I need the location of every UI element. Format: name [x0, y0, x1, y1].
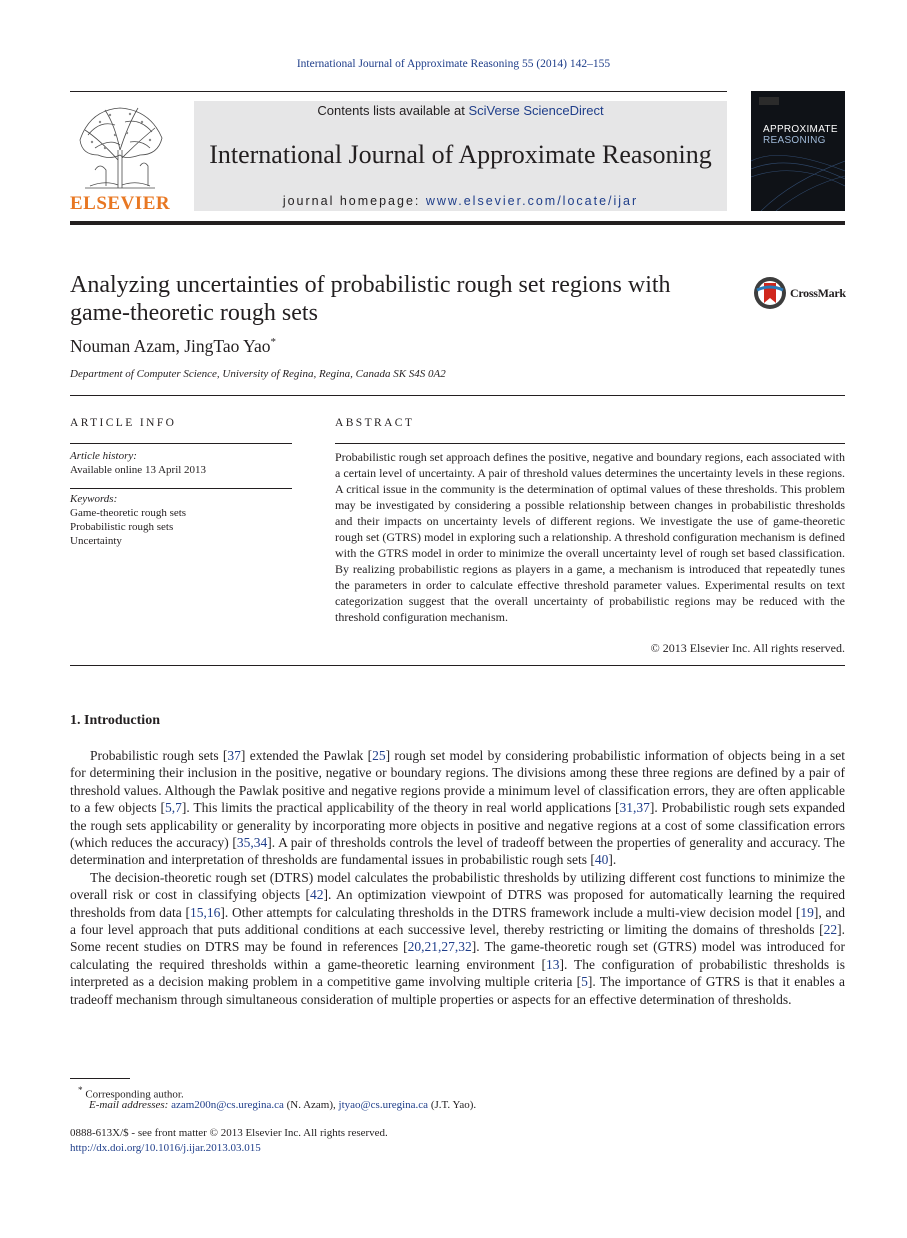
citation-link[interactable]: 20,21,27,32: [407, 939, 472, 955]
crossmark-icon[interactable]: [753, 276, 787, 310]
keyword-item: Uncertainty: [70, 535, 122, 547]
text-run: ]. Some recent studies on DTRS may be found in references [: [70, 922, 845, 955]
citation-link[interactable]: 25: [372, 748, 386, 763]
elsevier-wordmark: ELSEVIER: [70, 193, 171, 214]
text-run: ]. The configuration of probabilistic thresholds is interpreted as a decision making problem in a competitive game involving multiple criteria [: [70, 956, 846, 990]
intro-paragraph-1: [70, 747, 845, 869]
corresponding-text: Corresponding author.: [85, 1088, 184, 1101]
text-run: ], and a four level approach that puts additional conditions at each successive level, thereby restricting or limiting the domains of thresholds [: [70, 904, 845, 938]
paper-title-line2: game-theoretic rough sets: [70, 300, 318, 326]
intro-paragraph-2: [70, 869, 845, 1008]
text-run: ]. The game-theoretic rough set (GTRS) model was introduced for calculating the required thresholds within a game-theoretic learning environment [: [70, 939, 845, 972]
cover-title-line2: REASONING: [763, 135, 826, 146]
email-name-yao: (J.T. Yao).: [428, 1099, 477, 1111]
keywords-rule: [70, 488, 292, 489]
citation-link[interactable]: 35,34: [236, 835, 268, 851]
abstract-heading: ABSTRACT: [335, 417, 415, 429]
journal-citation[interactable]: International Journal of Approximate Reasoning 55 (2014) 142–155: [296, 58, 611, 70]
history-value: Available online 13 April 2013: [70, 464, 207, 476]
citation-link[interactable]: 5,7: [165, 800, 182, 816]
paper-title: [70, 271, 730, 327]
doi-link[interactable]: [70, 1142, 261, 1154]
contents-prefix: Contents lists available at: [317, 103, 469, 118]
sciencedirect-link[interactable]: SciVerse ScienceDirect: [468, 103, 604, 118]
citation-link[interactable]: 22: [823, 922, 838, 938]
text-run: ]. Probabilistic rough sets expanded the rough sets applicability or generality by incorporating more objects in positive and negative regions at a cost of some classification errors (which reduces the accuracy) [: [70, 800, 846, 851]
abstract-copyright: © 2013 Elsevier Inc. All rights reserved.: [650, 641, 845, 655]
email-label: E-mail addresses:: [89, 1099, 172, 1111]
text-run: Probabilistic rough sets [: [90, 748, 228, 763]
keyword-item: Probabilistic rough sets: [70, 521, 174, 533]
article-info-rule: [70, 443, 292, 444]
keyword-item: Game-theoretic rough sets: [70, 507, 187, 519]
text-run: ]. A pair of thresholds controls the level of tradeoff between the properties of generality and accuracy. The determination and interpretation of thresholds are fundamental issues in probabilistic rough sets [: [70, 835, 846, 868]
affiliation: Department of Computer Science, University of Regina, Regina, Canada SK S4S 0A2: [70, 368, 446, 380]
authors-names: Nouman Azam, JingTao Yao: [70, 336, 271, 356]
text-run: ] rough set model by considering probabilistic information of objects being in a set for determining their inclusion in the positive, negative or boundary regions. The divisions among these three regions are defined by a pair of threshold values. Although the Pawlak positive and negative regions provide a minimum level of classification errors, they are often applicable to a few objects [: [70, 748, 846, 816]
abstract-bottom-rule: [70, 665, 845, 666]
author-list: [70, 336, 276, 357]
contents-line: [194, 103, 727, 118]
issn-line: 0888-613X/$ - see front matter © 2013 Elsevier Inc. All rights reserved.: [70, 1127, 388, 1139]
journal-cover-thumbnail[interactable]: [751, 91, 845, 211]
citation-link[interactable]: 5: [581, 974, 588, 990]
text-run: ]. Other attempts for calculating thresholds in the DTRS framework include a multi-view decision model [: [220, 904, 801, 920]
text-run: ]. This limits the practical applicability of the theory in real world applications [: [181, 800, 620, 816]
header-top-rule: [70, 91, 727, 92]
homepage-link[interactable]: www.elsevier.com/locate/ijar: [425, 194, 639, 208]
doi-link-text[interactable]: http://dx.doi.org/10.1016/j.ijar.2013.03.015: [70, 1142, 261, 1154]
email-name-azam: (N. Azam),: [283, 1099, 339, 1111]
crossmark-label[interactable]: CrossMark: [790, 286, 846, 300]
header-thick-rule: [70, 221, 845, 225]
abstract-rule: [335, 443, 845, 444]
citation-link[interactable]: 37: [227, 748, 241, 763]
text-run: ] extended the Pawlak [: [240, 748, 373, 763]
footnote-rule: [70, 1078, 130, 1079]
text-run: ]. The importance of GTRS is that it enables a tradeoff mechanism through simultaneous consideration of multiple properties or aspects for an effective determination of thresholds.: [70, 974, 845, 1007]
keywords-block: [70, 492, 292, 548]
section-heading-introduction: 1. Introduction: [70, 713, 160, 728]
citation-link[interactable]: 19: [800, 904, 814, 920]
text-run: ]. An optimization viewpoint of DTRS was proposed for automatically learning the required thresholds from data [: [70, 887, 845, 920]
article-history: [70, 449, 292, 477]
homepage-prefix: journal homepage:: [282, 194, 426, 208]
citation-link[interactable]: 31,37: [619, 800, 650, 816]
email-link-yao[interactable]: jtyao@cs.uregina.ca: [338, 1099, 429, 1111]
journal-homepage: [194, 194, 727, 208]
intro-body: [70, 747, 845, 1008]
history-label: Article history:: [70, 450, 137, 462]
footnote-mark: *: [78, 1085, 83, 1095]
email-note: [89, 1099, 476, 1111]
citation-link[interactable]: 40: [594, 852, 609, 868]
email-link-azam[interactable]: azam200n@cs.uregina.ca: [171, 1099, 284, 1111]
article-info-heading: ARTICLE INFO: [70, 417, 177, 429]
cover-title-line1: APPROXIMATE: [763, 124, 838, 135]
paper-title-line1: Analyzing uncertainties of probabilistic rough set regions with: [70, 272, 671, 298]
text-run: ].: [608, 852, 617, 868]
citation-link[interactable]: 42: [310, 887, 324, 903]
cover-pattern-icon: [751, 91, 845, 211]
text-run: The decision-theoretic rough set (DTRS) model calculates the probabilistic thresholds by utilizing different cost functions to minimize the overall risk or cost in classifying objects [: [70, 869, 845, 903]
affiliation-rule: [70, 395, 845, 396]
author-mark[interactable]: *: [270, 336, 276, 349]
abstract-text: Probabilistic rough set approach defines the positive, negative and boundary regions, each associated with a certain level of uncertainty. A pair of threshold values determines the uncertainty levels in these regions. A critical issue in the community is the determination of optimal values of these thresholds. This problem may be investigated by considering a possible relationship between changes in probabilistic thresholds and their impacts on uncertainty levels of different regions. We investigate the use of game-theoretic rough set (GTRS) model in exploring such a relationship. A threshold configuration mechanism is defined with the GTRS model in order to minimize the overall uncertainty level of rough set based classification. By realizing probabilistic regions as players in a game, a mechanism is introduced that repeatedly tunes the parameters in order to calculate effective threshold parameter values. Experimental results on text categorization suggest that the overall uncertainty of probabilistic regions may be reduced with the threshold configuration mechanism.: [335, 450, 845, 624]
keywords-label: Keywords:: [70, 493, 118, 505]
citation-link[interactable]: 15,16: [189, 904, 221, 920]
citation-link[interactable]: 13: [546, 956, 560, 972]
journal-title: International Journal of Approximate Reasoning: [209, 140, 712, 169]
